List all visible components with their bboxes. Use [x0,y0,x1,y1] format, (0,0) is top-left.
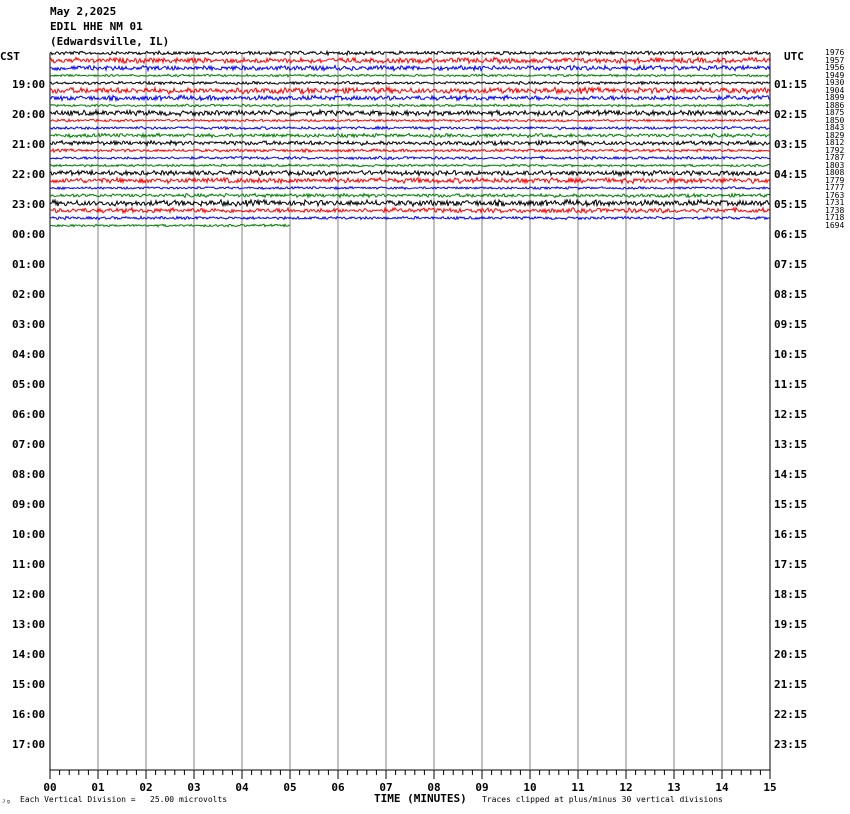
minute-gridlines [50,53,770,770]
x-tick-label: 10 [523,781,537,794]
utc-hour-label: 18:15 [774,588,808,601]
seismic-trace [50,194,770,198]
utc-hour-label: 23:15 [774,738,808,751]
trace-count-label: 1850 [825,115,845,125]
seismic-trace [50,156,770,159]
cst-hour-label: 21:00 [12,138,46,151]
cst-hour-label: 09:00 [12,498,46,511]
cst-hour-label: 17:00 [12,738,46,751]
trace-count-label: 1875 [825,108,845,117]
trace-count-label: 1738 [825,205,845,215]
x-axis-title: TIME (MINUTES) [374,792,467,805]
x-tick-label: 08 [427,781,441,794]
utc-hour-label: 20:15 [774,648,808,661]
utc-hour-label: 12:15 [774,408,808,421]
utc-hour-label: 01:15 [774,78,808,91]
cst-axis-label: CST [0,50,20,63]
trace-count-label: 1899 [825,93,845,102]
seismic-trace [50,170,770,175]
utc-hour-label: 19:15 [774,618,808,631]
clip-note: Traces clipped at plus/minus 30 vertical divisions [482,795,723,804]
cst-hour-label: 03:00 [12,318,46,331]
x-tick-label: 12 [619,781,633,794]
seismic-trace [50,208,770,213]
cst-hour-label: 15:00 [12,678,46,691]
trace-count-label: 1808 [825,168,845,177]
utc-hour-label: 22:15 [774,708,808,721]
logo-mark: ᴶᵍ [1,798,11,807]
utc-hour-label: 05:15 [774,198,808,211]
trace-count-label: 1904 [825,85,845,95]
utc-hour-label: 07:15 [774,258,808,271]
utc-hour-label: 08:15 [774,288,808,301]
cst-hour-label: 14:00 [12,648,46,661]
seismic-trace [50,178,770,184]
utc-hour-label: 11:15 [774,378,808,391]
utc-hour-label: 16:15 [774,528,808,541]
trace-group [50,51,770,227]
cst-hour-label: 05:00 [12,378,46,391]
cst-hour-label: 19:00 [12,78,46,91]
seismic-trace [50,81,770,84]
x-tick-label: 03 [187,781,201,794]
trace-count-label: 1694 [825,220,845,230]
utc-hour-label: 10:15 [774,348,808,361]
seismic-trace [50,119,770,122]
station-label: EDIL HHE NM 01 [50,20,143,33]
cst-hour-label: 08:00 [12,468,46,481]
x-tick-label: 00 [43,781,57,794]
cst-hour-label: 06:00 [12,408,46,421]
x-tick-label: 09 [475,781,489,794]
utc-hour-label: 13:15 [774,438,808,451]
trace-count-label: 1976 [825,48,845,57]
utc-hour-label: 21:15 [774,678,808,691]
utc-hour-label: 04:15 [774,168,808,181]
x-tick-label: 06 [331,781,345,794]
x-tick-label: 05 [283,781,297,794]
trace-count-label: 1763 [825,190,845,200]
cst-hour-label: 22:00 [12,168,46,181]
utc-hour-label: 03:15 [774,138,808,151]
x-tick-label: 01 [91,781,105,794]
cst-hour-label: 13:00 [12,618,46,631]
trace-count-label: 1787 [825,153,845,162]
seismic-trace [50,149,770,152]
cst-hour-label: 16:00 [12,708,46,721]
utc-hour-label: 02:15 [774,108,808,121]
seismic-trace [50,66,770,71]
cst-hour-label: 01:00 [12,258,46,271]
x-tick-label: 11 [571,781,585,794]
utc-hour-label: 06:15 [774,228,808,241]
cst-hour-label: 07:00 [12,438,46,451]
seismic-trace [50,51,770,55]
cst-hour-label: 04:00 [12,348,46,361]
seismic-trace [50,134,770,138]
date-label: May 2,2025 [50,5,117,18]
x-tick-label: 04 [235,781,249,794]
vertical-division-note: Each Vertical Division = 25.00 microvolts [20,795,228,804]
trace-count-label: 1777 [825,183,845,192]
utc-hour-label: 17:15 [774,558,808,571]
seismic-trace [50,87,770,94]
trace-count-label: 1731 [825,198,845,207]
cst-hour-label: 11:00 [12,558,46,571]
time-axis [43,770,776,794]
seismic-trace [50,95,770,100]
trace-count-label: 1829 [825,130,845,140]
trace-count-label: 1956 [825,63,845,72]
seismic-trace [50,216,770,219]
trace-count-label: 1792 [825,145,845,155]
seismic-trace [50,141,770,146]
trace-count-label: 1803 [825,160,845,170]
seismic-trace [50,164,770,167]
trace-count-label: 1930 [825,78,845,87]
utc-hour-label: 09:15 [774,318,808,331]
seismic-trace [50,187,770,190]
x-tick-label: 14 [715,781,729,794]
location-label: (Edwardsville, IL) [50,35,170,48]
utc-hour-label: 15:15 [774,498,808,511]
trace-count-label: 1843 [825,123,845,132]
cst-hour-label: 20:00 [12,108,46,121]
trace-count-label: 1718 [825,213,845,222]
seismic-trace [50,200,770,207]
utc-axis-label: UTC [784,50,804,63]
cst-hour-label: 10:00 [12,528,46,541]
utc-hour-label: 14:15 [774,468,808,481]
x-tick-label: 15 [763,781,777,794]
seismic-trace [50,224,290,227]
trace-count-label: 1949 [825,70,845,80]
cst-hour-label: 02:00 [12,288,46,301]
trace-count-label: 1886 [825,100,845,110]
trace-count-label: 1957 [825,55,845,65]
seismic-trace [50,127,770,130]
seismic-trace [50,104,770,107]
x-tick-label: 02 [139,781,153,794]
seismic-trace [50,58,770,64]
cst-hour-label: 23:00 [12,198,46,211]
trace-count-label: 1779 [825,175,845,185]
seismic-trace [50,110,770,116]
trace-count-label: 1812 [825,138,845,147]
x-tick-label: 07 [379,781,393,794]
seismic-trace [50,74,770,77]
x-tick-label: 13 [667,781,681,794]
cst-hour-label: 12:00 [12,588,46,601]
cst-hour-label: 00:00 [12,228,46,241]
